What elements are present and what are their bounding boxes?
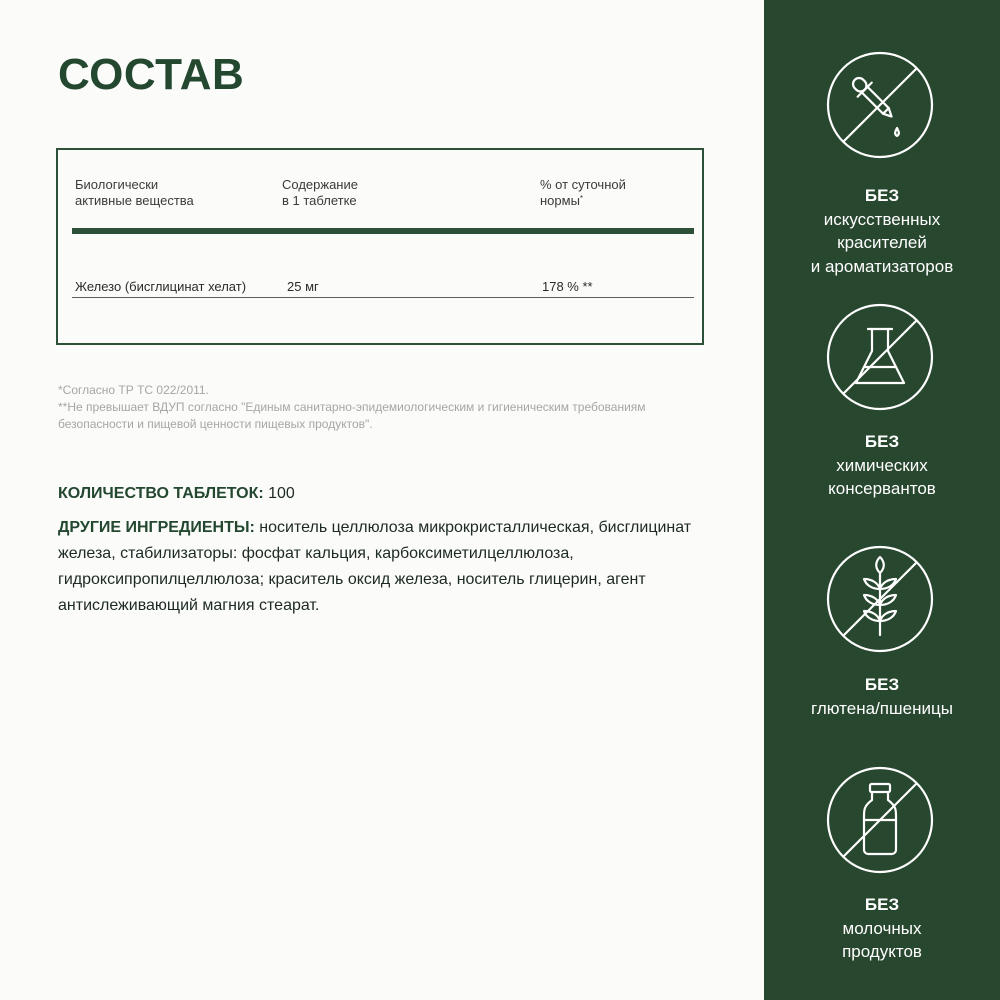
table-row-divider xyxy=(72,297,694,298)
table-header-amount: Содержание в 1 таблетке xyxy=(282,177,358,208)
footnote-2: **Не превышает ВДУП согласно "Единым санитарно-эпидемиологическим и гигиеническим требованиям xyxy=(58,400,646,414)
table-cell-substance: Железо (бисглицинат хелат) xyxy=(75,279,247,294)
features-sidebar xyxy=(764,0,1000,1000)
other-ingredients-label: ДРУГИЕ ИНГРЕДИЕНТЫ: xyxy=(58,519,255,536)
feature-no-gluten-text: БЕЗ глютена/пшеницы xyxy=(811,675,953,718)
feature-no-dairy-text: БЕЗ молочных продуктов xyxy=(842,895,922,961)
feature-no-dyes-text: БЕЗ искусственных красителей и ароматизаторов xyxy=(810,186,954,276)
footnotes xyxy=(58,382,718,433)
no-flask-icon xyxy=(826,303,934,411)
other-ingredients xyxy=(58,515,708,619)
table-cell-amount: 25 мг xyxy=(287,279,319,294)
other-ingredients-text: носитель целлюлоза микрокристаллическая, бисглицинат железа, стабилизаторы: фосфат кальция, карбоксиметилцеллюлоза, гидроксипропилцеллюлоза; краситель оксид железа, носитель глицерин, агент антислеживающий магния стеарат. xyxy=(58,519,692,614)
table-header-daily-value: % от суточной нормы* xyxy=(540,177,626,208)
table-cell-daily-value: 178 % ** xyxy=(542,279,593,294)
feature-no-preservatives-text: БЕЗ химических консервантов xyxy=(828,432,936,498)
tablet-quantity xyxy=(58,485,295,503)
tablet-quantity-value: 100 xyxy=(263,485,295,502)
no-milk-icon xyxy=(826,766,934,874)
page-title: СОСТАВ xyxy=(58,50,245,99)
no-dropper-icon xyxy=(826,51,934,159)
footnote-2-cont: безопасности и пищевой ценности пищевых продуктов". xyxy=(58,417,373,431)
no-wheat-icon xyxy=(826,545,934,653)
table-header-divider xyxy=(72,228,694,234)
footnote-1: *Согласно ТР ТС 022/2011. xyxy=(58,383,209,397)
composition-table xyxy=(56,148,704,345)
tablet-quantity-label: КОЛИЧЕСТВО ТАБЛЕТОК: xyxy=(58,485,264,502)
table-header-substance: Биологически активные вещества xyxy=(75,177,194,208)
